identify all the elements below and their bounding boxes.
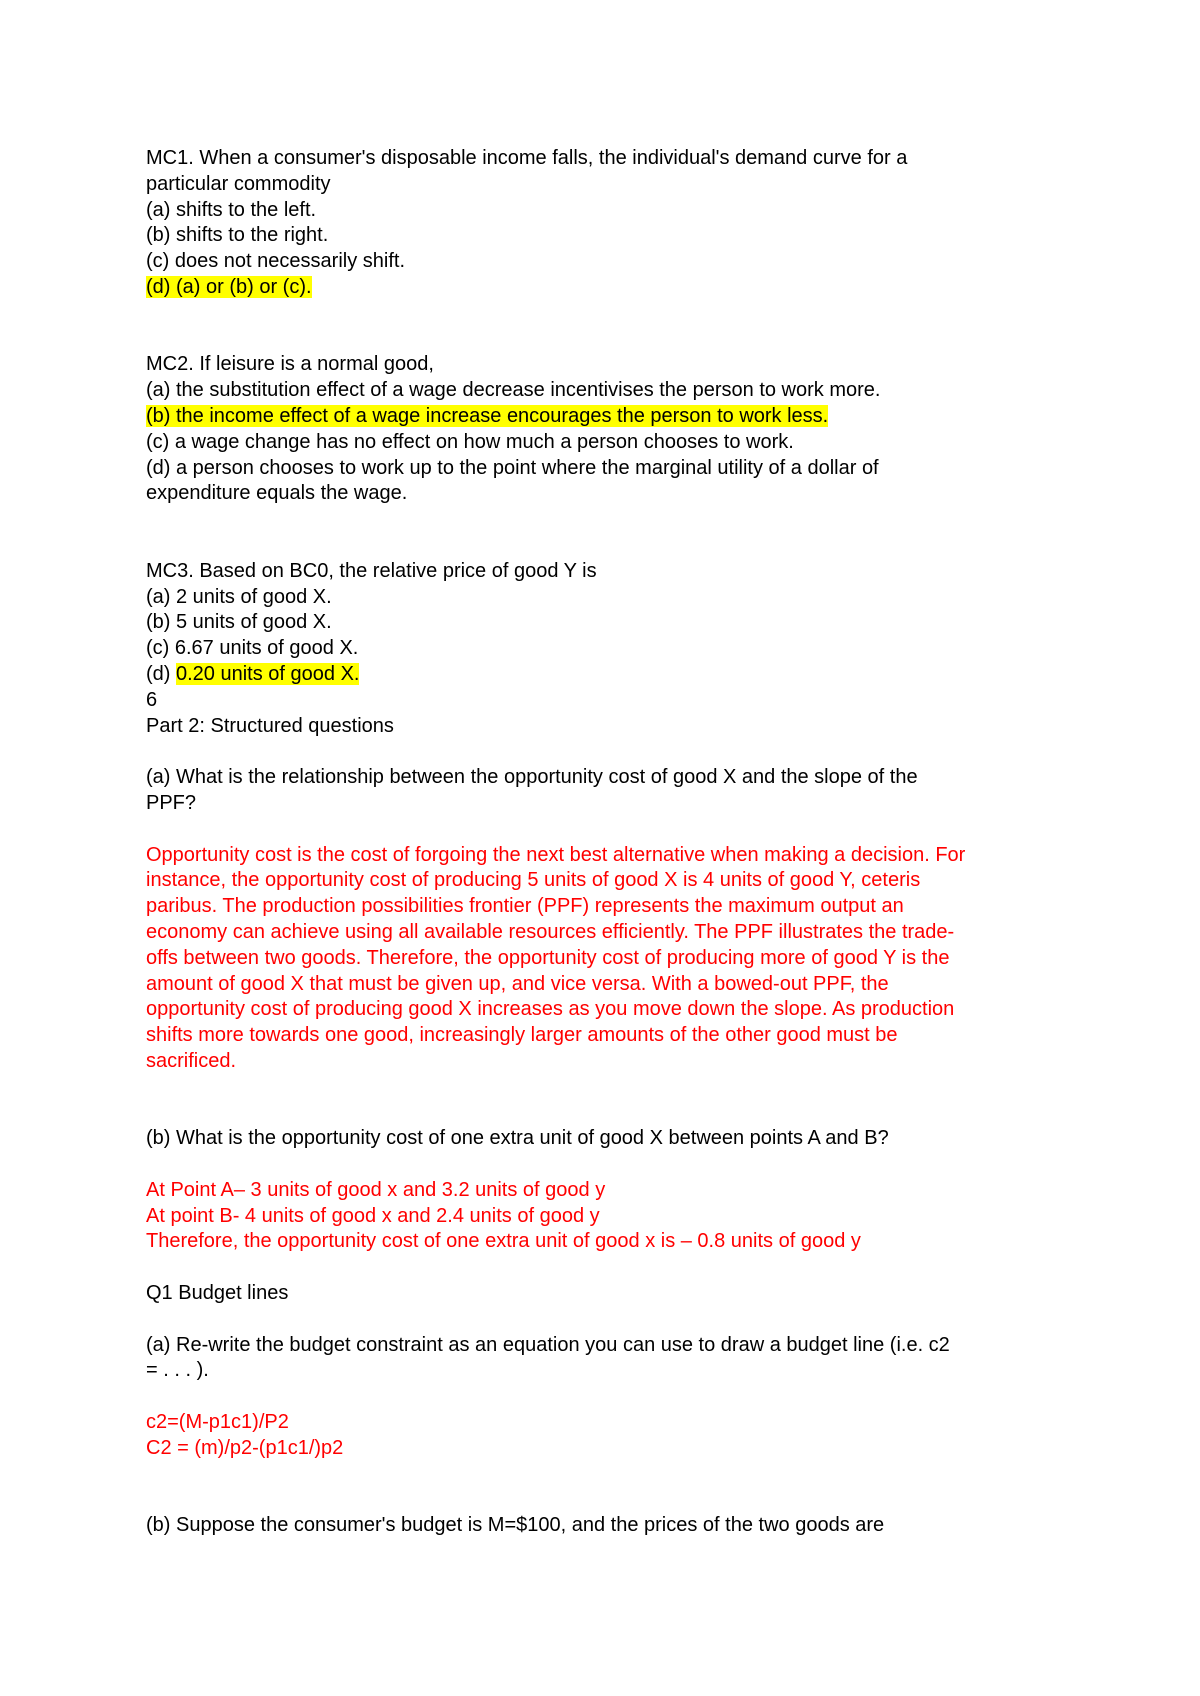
mc2-answer-line: [146, 404, 1066, 430]
part2-answer-b-line: At Point A– 3 units of good x and 3.2 units of good y: [146, 1178, 606, 1201]
q1-question-a-line2: = . . . ).: [146, 1359, 209, 1382]
spacer: [146, 301, 1066, 353]
mc1-answer-highlighted: (d) (a) or (b) or (c).: [146, 275, 312, 298]
mc3-option-c: (c) 6.67 units of good X.: [146, 637, 359, 660]
spacer: [146, 1075, 1066, 1127]
part2-answer-b-line: At point B- 4 units of good x and 2.4 units of good y: [146, 1204, 600, 1227]
part2-answer-a-line: amount of good X that must be given up, and vice versa. With a bowed-out PPF, the: [146, 972, 889, 995]
page-number: 6: [146, 688, 158, 711]
part2-answer-b-line: Therefore, the opportunity cost of one extra unit of good x is – 0.8 units of good y: [146, 1230, 861, 1253]
part2-answer-a-line: sacrificed.: [146, 1049, 237, 1072]
part2-answer-a-line: instance, the opportunity cost of producing 5 units of good X is 4 units of good Y, ceteris: [146, 869, 921, 892]
part2-answer-a-line: offs between two goods. Therefore, the opportunity cost of producing more of good Y is the: [146, 946, 950, 969]
mc1-option-a: (a) shifts to the left.: [146, 198, 317, 221]
document-body: [146, 146, 1066, 1539]
part2-question-a-line1: (a) What is the relationship between the opportunity cost of good X and the slope of the: [146, 766, 918, 789]
mc1-question-line2: particular commodity: [146, 172, 331, 195]
mc3-option-b: (b) 5 units of good X.: [146, 611, 332, 634]
mc1-option-b: (b) shifts to the right.: [146, 224, 329, 247]
part2-answer-a-line: shifts more towards one good, increasingly larger amounts of the other good must be: [146, 1024, 898, 1047]
mc2-question: MC2. If leisure is a normal good,: [146, 353, 434, 376]
mc1-option-c: (c) does not necessarily shift.: [146, 250, 405, 273]
q1-question-a-line1: (a) Re-write the budget constraint as an equation you can use to draw a budget line (i.e. c2: [146, 1333, 950, 1356]
mc2-option-c: (c) a wage change has no effect on how much a person chooses to work.: [146, 430, 794, 453]
q1-answer-a-line: c2=(M-p1c1)/P2: [146, 1411, 289, 1434]
part2-answer-a-line: paribus. The production possibilities frontier (PPF) represents the maximum output an: [146, 895, 904, 918]
mc2-option-a: (a) the substitution effect of a wage decrease incentivises the person to work more.: [146, 379, 881, 402]
mc3-answer-line: [146, 662, 1066, 688]
mc2-answer-highlighted: (b) the income effect of a wage increase encourages the person to work less.: [146, 404, 829, 427]
mc1-answer-line: [146, 275, 1066, 301]
mc3-answer-prefix: (d): [146, 662, 176, 685]
mc3-question: MC3. Based on BC0, the relative price of good Y is: [146, 559, 597, 582]
part2-answer-a-line: economy can achieve using all available resources efficiently. The PPF illustrates the trade-: [146, 920, 955, 943]
q1-question-b: (b) Suppose the consumer's budget is M=$100, and the prices of the two goods are: [146, 1514, 885, 1537]
part2-answer-a-line: Opportunity cost is the cost of forgoing the next best alternative when making a decision. For: [146, 843, 966, 866]
mc2-option-d-line1: (d) a person chooses to work up to the point where the marginal utility of a dollar of: [146, 456, 879, 479]
q1-answer-a-line: C2 = (m)/p2-(p1c1/)p2: [146, 1436, 344, 1459]
q1-heading: Q1 Budget lines: [146, 1282, 289, 1305]
part2-question-b: (b) What is the opportunity cost of one extra unit of good X between points A and B?: [146, 1127, 889, 1150]
spacer: [146, 739, 1066, 765]
spacer: [146, 1462, 1066, 1514]
part2-answer-a-line: opportunity cost of producing good X increases as you move down the slope. As production: [146, 998, 955, 1021]
part2-heading: Part 2: Structured questions: [146, 714, 394, 737]
spacer: [146, 817, 1066, 843]
spacer: [146, 1152, 1066, 1178]
spacer: [146, 507, 1066, 559]
mc2-option-d-line2: expenditure equals the wage.: [146, 482, 408, 505]
part2-question-a-line2: PPF?: [146, 791, 197, 814]
spacer: [146, 1384, 1066, 1410]
spacer: [146, 1307, 1066, 1333]
mc3-answer-highlighted: 0.20 units of good X.: [176, 662, 360, 685]
mc3-option-a: (a) 2 units of good X.: [146, 585, 332, 608]
mc1-question-line1: MC1. When a consumer's disposable income falls, the individual's demand curve for a: [146, 147, 908, 169]
spacer: [146, 1255, 1066, 1281]
